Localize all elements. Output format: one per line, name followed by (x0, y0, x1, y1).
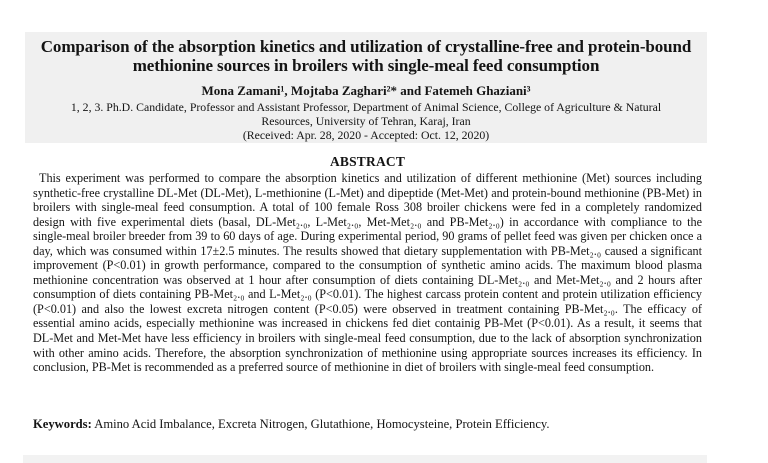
keywords-text: Amino Acid Imbalance, Excreta Nitrogen, Glutathione, Homocysteine, Protein Efficiency. (91, 417, 550, 431)
paper-title: Comparison of the absorption kinetics and utilization of crystalline-free and protein-bound methionine sources in broilers with single-meal feed consumption (40, 37, 692, 75)
title-block (25, 32, 707, 143)
abstract-heading: ABSTRACT (329, 154, 406, 169)
affiliation-line-2: Resources, University of Tehran, Karaj, Iran (261, 114, 471, 128)
authors-line: Mona Zamani¹, Mojtaba Zaghari²* and Fatemeh Ghaziani³ (201, 83, 531, 98)
received-accepted-line: (Received: Apr. 28, 2020 - Accepted: Oct. 12, 2020) (242, 128, 490, 142)
affiliation-line-1: 1, 2, 3. Ph.D. Candidate, Professor and Assistant Professor, Department of Animal Science, College of Agriculture & Natural (70, 100, 662, 114)
keywords-label: Keywords: (33, 417, 92, 431)
abstract-text: This experiment was performed to compare the absorption kinetics and utilization of different methionine (Met) sources including synthetic-free crystalline DL-Met (DL-Met), L-methionine (L-Met) and dipeptide (Met-Met) and protein-bound methionine (PB-Met) in broilers with single-meal feed consumption. A total of 100 female Ross 308 broiler chickens were fed in a completely randomized design with five experimental diets (basal, DL-Met₂.₀, L-Met₂.₀, Met-Met₂.₀ and PB-Met₂.₀) in accordance with compliance to the single-meal broiler breeder from 39 to 60 days of age. During experimental period, 90 grams of pellet feed was given per chicken once a day, which was consumed within 17±2.5 minutes. The results showed that dietary supplementation with PB-Met₂.₀ caused a significant improvement (P<0.01) in growth performance, compared to the consumption of synthetic amino acids. The maximum blood plasma methionine concentration was observed at 1 hour after consumption of diets containing DL-Met₂.₀ and Met-Met₂.₀ and 2 hours after consumption of diets containing PB-Met₂.₀ and L-Met₂.₀ (P<0.01). The highest carcass protein content and protein utilization efficiency (P<0.01) and also the lowest excreta nitrogen content (P<0.05) were observed in treatment containing PB-Met₂.₀. The efficacy of essential amino acids, especially methionine was increased in chickens fed diet containig PB-Met (P<0.01). As a result, it seems that DL-Met and Met-Met have less efficiency in broilers with single-meal feed consumption, due to the lack of absorption synchronization with other amino acids. Therefore, the absorption synchronization of methionine using appropriate sources increases its efficiency. In conclusion, PB-Met is recommended as a preferred source of methionine in diet of broilers with single-meal feed consumption. (33, 171, 702, 375)
keywords-line (33, 417, 702, 432)
